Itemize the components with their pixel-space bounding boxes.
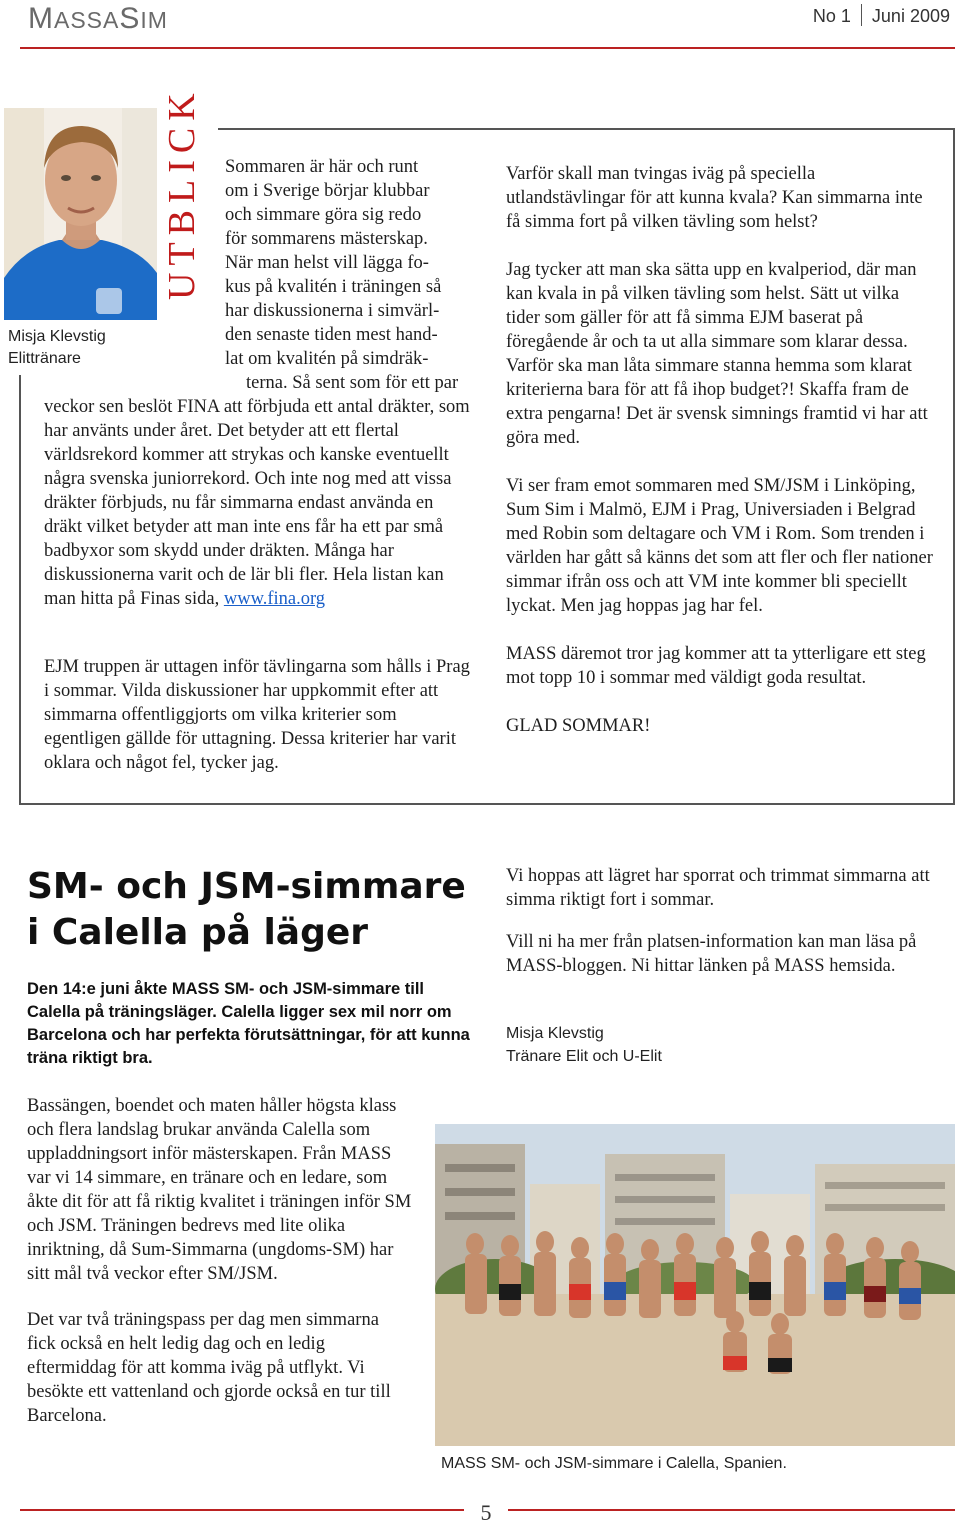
- article-author: [506, 1022, 662, 1068]
- issue-separator: [861, 4, 862, 26]
- footer-rule-left: [20, 1509, 464, 1511]
- group-photo: [435, 1124, 955, 1446]
- lead-line: och simmare göra sig redo: [225, 205, 422, 225]
- article-paragraph: Vi hoppas att lägret har sporrat och trimmat simmarna att simma riktigt fort i sommar.: [506, 866, 930, 910]
- column-right-paragraph: Vi ser fram emot sommaren med SM/JSM i Linköping, Sum Sim i Malmö, EJM i Prag, Universiaden i Belgrad med Robin som deltagare och VM i Rom. Som trenden i världen har gått så känns det som att fler och fler nationer simmar ifrån oss och att VM inte kommer bli speciellt lyckat. Men jag hoppas jag har fel.: [506, 476, 933, 616]
- article-body-right: [506, 864, 946, 978]
- lead-line: för sommarens mästerskap.: [225, 229, 428, 249]
- footer-rule-right: [508, 1509, 955, 1511]
- article-body-left: [27, 1094, 412, 1428]
- article-paragraph: Det var två träningspass per dag men simmarna fick också en helt ledig dag och en ledig eftermiddag för att komma iväg på utflykt. Vi besökte ett vattenland och gjorde också en tur till Barcelona.: [27, 1310, 391, 1426]
- column-right-text: [506, 162, 936, 738]
- column-paragraph-2: EJM truppen är uttagen inför tävlingarna som hålls i Prag i sommar. Vilda diskussioner har uppkommit efter att simmarna offentliggjorts om vilka kriterier som egentligen gällde för uttagning. Dessa kriterier har varit oklara och något fel, tycker jag.: [44, 657, 470, 773]
- article-ingress: Den 14:e juni åkte MASS SM- och JSM-simmare till Calella på träningsläger. Calella ligger sex mil norr om Barcelona och har perfekta förutsättningar, för att kunna träna riktigt bra.: [27, 980, 470, 1067]
- issue-date: Juni 2009: [871, 6, 950, 26]
- author-title: Elittränare: [8, 350, 81, 367]
- lead-line: kus på kvalitén i träningen så: [225, 277, 442, 297]
- column-paragraph-1: veckor sen beslöt FINA att förbjuda ett antal dräkter, som har använts under året. Det betyder att ett flertal världsrekord kommer att strykas och kanske eventuellt några svenska juniorrekord. Och inte nog med att vissa dräkter förbjuds, nu får simmarna endast använda en dräkt vilket betyder att man inte ens får ha ett par små badbyxor som skydd under dräkten. Många har diskussionerna varit och de lär bli fler. Hela listan kan man hitta på Finas sida, www.fina.org: [44, 397, 470, 609]
- header-rule: [20, 47, 955, 49]
- column-signoff: GLAD SOMMAR!: [506, 716, 651, 736]
- lead-line: Sommaren är här och runt: [225, 157, 419, 177]
- logo: MASSASIM: [28, 2, 168, 35]
- lead-line: om i Sverige börjar klubbar: [225, 181, 430, 201]
- lead-line: När man helst vill lägga fo-: [225, 253, 429, 273]
- column-right-paragraph: Jag tycker att man ska sätta upp en kvalperiod, där man kan kvala in på vilken tävling som helst. Sätt ut vilka tider som gäller för att få simma EJM baserat på föregående år och ta ut alla simmare som klarar dessa. Varför ska man låta simmare stanna hemma som klarat kriterierna bara för att få ihop budget?! Skaffa fram de extra pengarna! Det är svensk simnings framtid vi har att göra med.: [506, 260, 928, 448]
- column-author: [8, 326, 106, 370]
- fina-link[interactable]: www.fina.org: [223, 589, 326, 609]
- author-name: Misja Klevstig: [506, 1025, 604, 1042]
- photo-caption: MASS SM- och JSM-simmare i Calella, Spanien.: [441, 1455, 787, 1472]
- article-paragraph: Vill ni ha mer från platsen-information kan man läsa på MASS-bloggen. Ni hittar länken på MASS hemsida.: [506, 932, 917, 976]
- column-box-right-border: [953, 128, 955, 805]
- author-title: Tränare Elit och U-Elit: [506, 1048, 662, 1065]
- column-lead: [225, 155, 475, 371]
- column-label: UTBLICK: [161, 86, 203, 300]
- lead-line: lat om kvalitén på simdräk-: [225, 349, 429, 369]
- column-right-paragraph: Varför skall man tvingas iväg på speciella utlandstävlingar för att kunna kvala? Kan simmarna inte få simma fort på vilken tävling som helst?: [506, 164, 923, 232]
- issue-number: No 1: [812, 6, 851, 26]
- column-box-left-border: [19, 375, 21, 805]
- lead-line: har diskussionerna i simvärl-: [225, 301, 440, 321]
- author-photo: [4, 108, 157, 320]
- article-paragraph: Bassängen, boendet och maten håller högsta klass och flera landslag brukar använda Calella som uppladdningsort inför mästerskapen. Från MASS var vi 14 simmare, en tränare och en ledare, som åkte dit för att få riktig kvalitet i träningen inför SM och JSM. Träningen bedrevs med lite olika inriktning, då Sum-Simmarna (ungdoms-SM) har sitt mål två veckor efter SM/JSM.: [27, 1096, 412, 1284]
- column-box-bottom-border: [19, 803, 955, 805]
- page-number: 5: [480, 1500, 492, 1525]
- column-lead-continuation: terna. Så sent som för ett par: [246, 373, 459, 393]
- article-headline: SM- och JSM-simmare i Calella på läger: [27, 866, 466, 953]
- column-box-top-border: [218, 128, 955, 130]
- lead-line: den senaste tiden mest hand-: [225, 325, 438, 345]
- issue-info: [813, 4, 950, 27]
- author-name: Misja Klevstig: [8, 328, 106, 345]
- column-right-paragraph: MASS däremot tror jag kommer att ta ytterligare ett steg mot topp 10 i sommar med väldigt goda resultat.: [506, 644, 926, 688]
